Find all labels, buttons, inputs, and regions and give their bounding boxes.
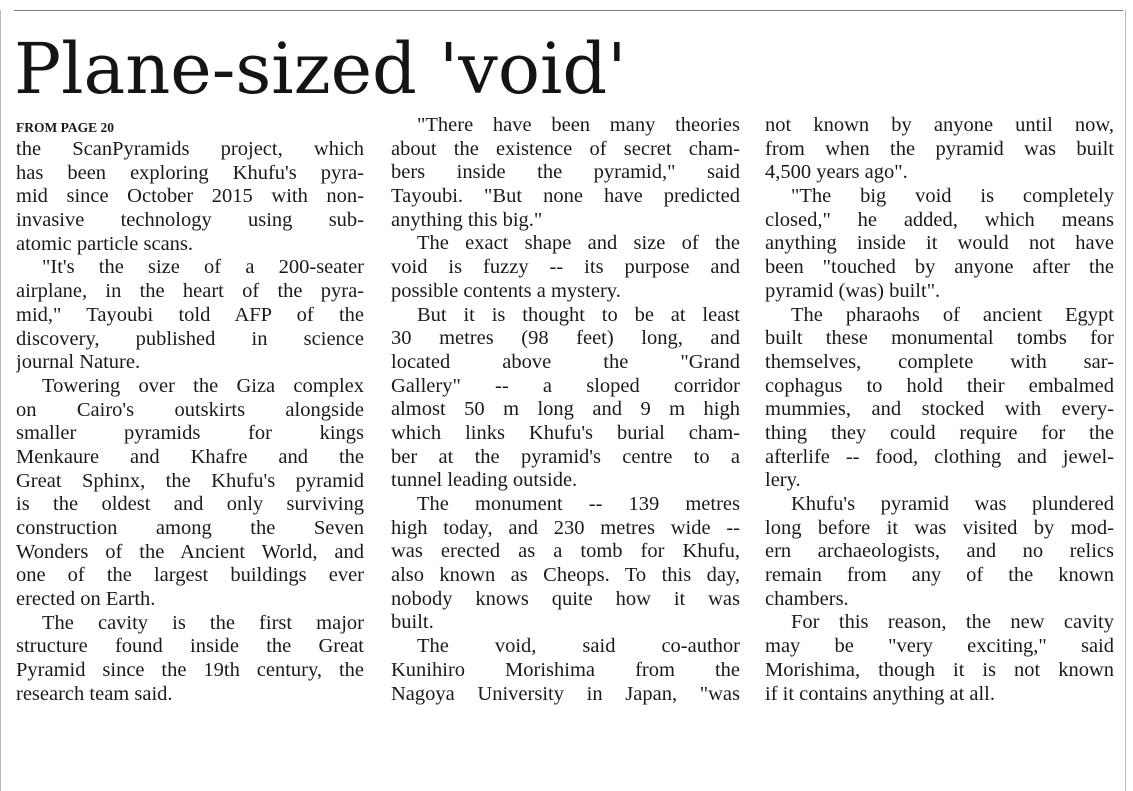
text-line: Tayoubi. "But none have predicted (391, 185, 740, 208)
text-line: atomic particle scans. (16, 232, 194, 255)
text-line: Pyramid since the 19th century, the (16, 659, 364, 682)
text-line: built. (391, 611, 434, 634)
headline: Plane-sized 'void' (14, 28, 627, 110)
text-line: structure found inside the Great (16, 635, 364, 658)
text-line: has been exploring Khufu's pyra- (16, 161, 364, 184)
text-line: from when the pyramid was built (765, 137, 1114, 160)
text-line: located above the "Grand (391, 350, 740, 373)
text-line: closed," he added, which means (765, 208, 1114, 231)
text-line: For this reason, the new cavity (791, 611, 1114, 634)
text-line: mid," Tayoubi told AFP of the (16, 303, 364, 326)
text-line: lery. (765, 469, 801, 492)
text-line: possible contents a mystery. (391, 279, 621, 302)
text-line: "The big void is completely (791, 185, 1114, 208)
text-line: ber at the pyramid's centre to a (391, 445, 740, 468)
text-line: The void, said co-author (417, 635, 740, 658)
text-line: remain from any of the known (765, 564, 1114, 587)
text-line: ern archaeologists, and no relics (765, 540, 1114, 563)
text-line: void is fuzzy -- its purpose and (391, 256, 740, 279)
text-line: bers inside the pyramid," said (391, 161, 740, 184)
text-line: may be "very exciting," said (765, 635, 1114, 658)
text-line: tunnel leading outside. (391, 469, 578, 492)
text-line: cophagus to hold their embalmed (765, 374, 1114, 397)
text-line: But it is thought to be at least (417, 303, 740, 326)
text-line: Gallery" -- a sloped corridor (391, 374, 740, 397)
text-line: afterlife -- food, clothing and jewel- (765, 445, 1114, 468)
text-line: also known as Cheops. To this day, (391, 564, 740, 587)
text-line: Menkaure and Khafre and the (16, 445, 364, 468)
text-line: erected on Earth. (16, 588, 156, 611)
text-line: airplane, in the heart of the pyra- (16, 280, 364, 303)
text-line: Towering over the Giza complex (42, 374, 364, 397)
article-column-1 (16, 138, 364, 707)
text-line: Great Sphinx, the Khufu's pyramid (16, 469, 364, 492)
text-line: built these monumental tombs for (765, 327, 1114, 350)
text-line: "It's the size of a 200-seater (42, 256, 364, 279)
article-column-3 (765, 114, 1114, 706)
text-line: on Cairo's outskirts alongside (16, 398, 364, 421)
text-line: not known by anyone until now, (765, 114, 1114, 136)
text-line: if it contains anything at all. (765, 682, 996, 705)
text-line: pyramid (was) built". (765, 279, 941, 302)
continued-from-label: FROM PAGE 20 (16, 120, 114, 135)
text-line: mid since October 2015 with non- (16, 185, 364, 208)
text-line: nobody knows quite how it was (391, 587, 740, 610)
text-line: Kunihiro Morishima from the (391, 658, 740, 681)
text-line: smaller pyramids for kings (16, 422, 364, 445)
text-line: 4,500 years ago". (765, 161, 908, 184)
text-line: Khufu's pyramid was plundered (791, 493, 1114, 515)
article-column-2 (391, 114, 740, 706)
text-line: The monument -- 139 metres (417, 493, 740, 515)
text-line: thing they could require for the (765, 421, 1114, 444)
text-line: invasive technology using sub- (16, 209, 364, 232)
text-line: mummies, and stocked with every- (765, 398, 1114, 421)
text-line: been "touched by anyone after the (765, 256, 1114, 279)
text-line: journal Nature. (16, 351, 141, 374)
text-line: The cavity is the first major (42, 611, 364, 634)
text-line: the ScanPyramids project, which (16, 138, 364, 160)
text-line: construction among the Seven (16, 517, 364, 539)
text-line: anything this big." (391, 208, 543, 231)
text-line: high today, and 230 metres wide -- (391, 516, 740, 539)
text-line: which links Khufu's burial cham- (391, 421, 740, 444)
text-line: Wonders of the Ancient World, and (16, 540, 364, 563)
text-line: The pharaohs of ancient Egypt (791, 303, 1114, 326)
text-line: one of the largest buildings ever (16, 564, 364, 587)
right-border (1125, 10, 1126, 791)
text-line: almost 50 m long and 9 m high (391, 398, 740, 421)
text-line: is the oldest and only surviving (16, 493, 364, 516)
text-line: 30 metres (98 feet) long, and (391, 327, 740, 350)
text-line: about the existence of secret cham- (391, 137, 740, 160)
text-line: chambers. (765, 587, 849, 610)
text-line: Morishima, though it is not known (765, 658, 1114, 681)
text-line: The exact shape and size of the (417, 232, 740, 255)
text-line: anything inside it would not have (765, 232, 1114, 255)
text-line: discovery, published in science (16, 327, 364, 350)
top-rule (14, 10, 1123, 11)
text-line: "There have been many theories (417, 114, 740, 136)
text-line: themselves, complete with sar- (765, 350, 1114, 373)
text-line: long before it was visited by mod- (765, 516, 1114, 539)
text-line: Nagoya University in Japan, "was (391, 682, 740, 705)
left-border (0, 10, 1, 791)
text-line: research team said. (16, 682, 173, 705)
text-line: was erected as a tomb for Khufu, (391, 540, 740, 563)
